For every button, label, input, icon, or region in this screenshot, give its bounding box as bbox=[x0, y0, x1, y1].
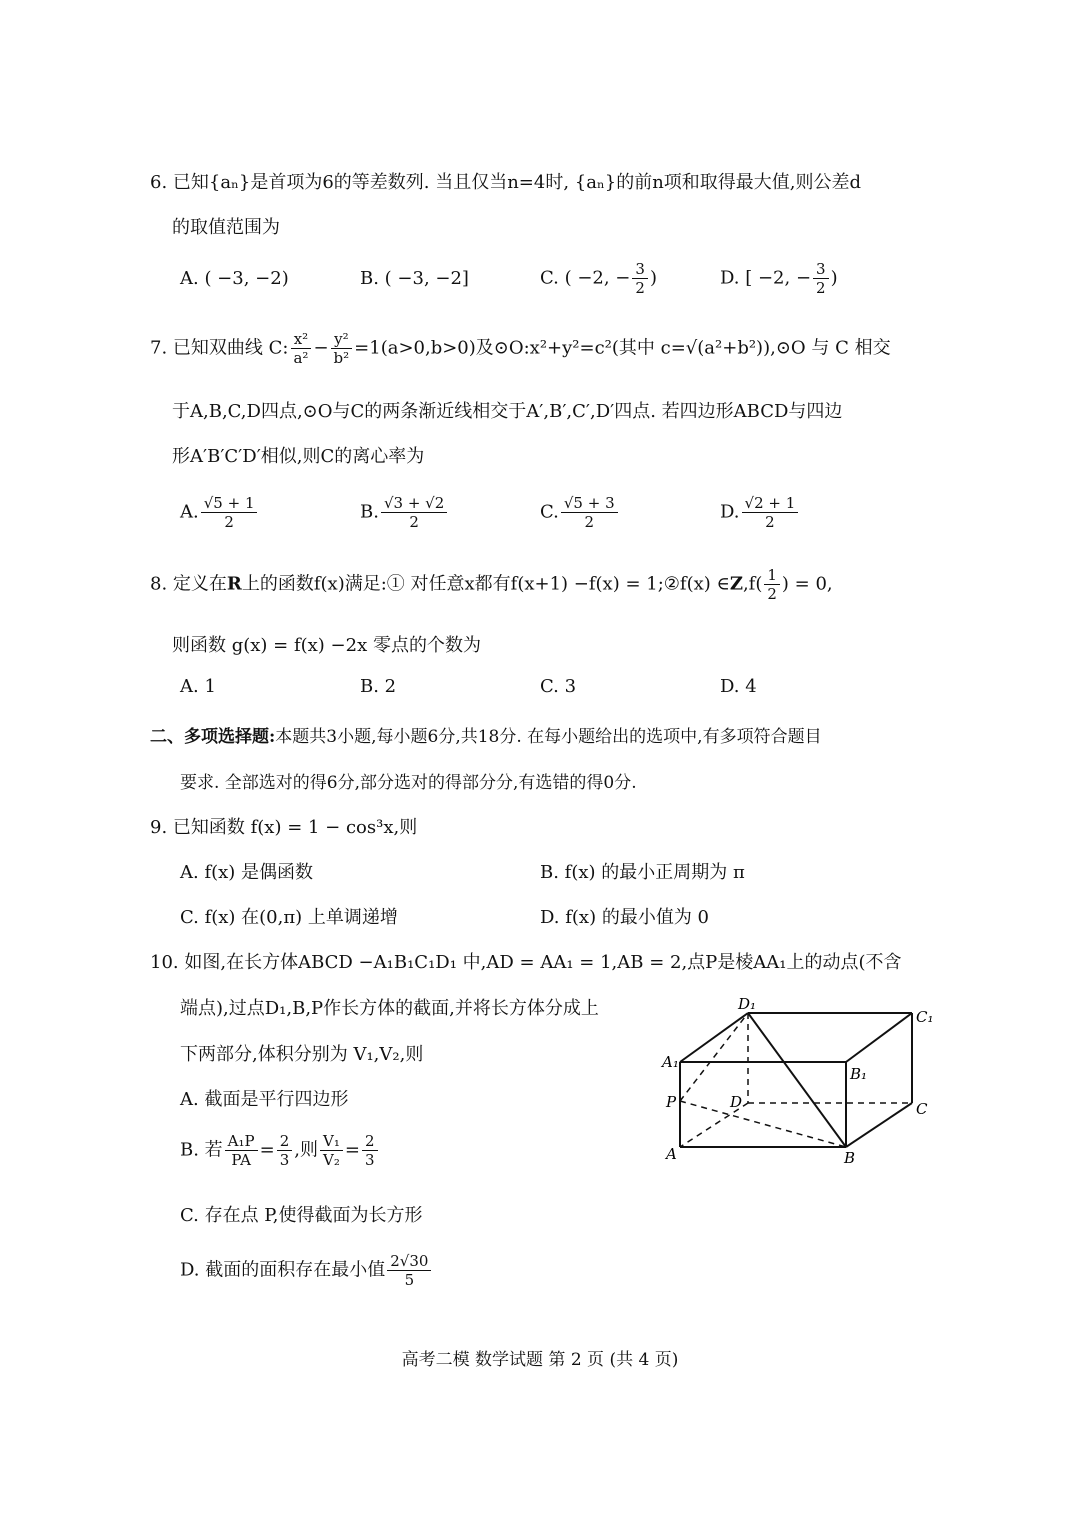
edge-p-d1 bbox=[680, 1013, 748, 1101]
q6-option-c: C. ( −2, − $\frac{3}{2}$ ) bbox=[540, 260, 657, 297]
q7-option-a: A. $\frac{√5 + 1}{2}$ bbox=[180, 494, 259, 531]
q7-fraction-y2-b2: $\frac{\text{y²}}{\text{b²}}$ bbox=[331, 330, 353, 367]
q10-option-a: A. 截面是平行四边形 bbox=[180, 1089, 349, 1110]
page-footer: 高考二模 数学试题 第 2 页 (共 4 页) bbox=[401, 1350, 679, 1370]
q6-option-d-fraction: $\frac{3}{2}$ bbox=[813, 260, 829, 297]
q6-option-b: B. ( −3, −2] bbox=[360, 268, 469, 289]
label-a1: A₁ bbox=[662, 1053, 679, 1071]
q9-option-d: D. f(x) 的最小值为 0 bbox=[540, 907, 709, 928]
q8-stem-line2: 则函数 g(x) = f(x) −2x 零点的个数为 bbox=[172, 635, 481, 656]
label-p: P bbox=[666, 1093, 677, 1111]
q8-option-b: B. 2 bbox=[360, 676, 397, 697]
q7-fraction-x2-a2: $\frac{\text{x²}}{\text{a²}}$ bbox=[290, 330, 311, 367]
q10-option-c: C. 存在点 P,使得截面为长方形 bbox=[180, 1205, 423, 1226]
q6-option-d-prefix: D. [ −2, − bbox=[720, 267, 812, 289]
q8-option-a: A. 1 bbox=[180, 676, 216, 697]
q10-stem-line3: 下两部分,体积分别为 V₁,V₂,则 bbox=[180, 1044, 424, 1065]
q6-stem-line2: 的取值范围为 bbox=[172, 217, 280, 238]
label-c1: C₁ bbox=[916, 1008, 934, 1026]
label-c: C bbox=[916, 1100, 928, 1118]
q9-option-c: C. f(x) 在(0,π) 上单调递增 bbox=[180, 907, 398, 928]
label-d1: D₁ bbox=[738, 995, 757, 1013]
label-b: B bbox=[844, 1149, 856, 1167]
q10-option-d: D. 截面的面积存在最小值 $\frac{2√30}{5}$ bbox=[180, 1252, 433, 1289]
q6-stem-line1: 6. 已知{aₙ}是首项为6的等差数列. 当且仅当n=4时, {aₙ}的前n项和取得最大值,则公差d bbox=[150, 172, 862, 193]
edge-d1-a1 bbox=[680, 1013, 748, 1062]
q10-stem-line1: 10. 如图,在长方体ABCD −A₁B₁C₁D₁ 中,AD = AA₁ = 1,AB = 2,点P是棱AA₁上的动点(不含 bbox=[150, 952, 902, 973]
q9-stem: 9. 已知函数 f(x) = 1 − cos³x,则 bbox=[150, 817, 418, 838]
q7-option-b: B. $\frac{√3 + √2}{2}$ bbox=[360, 494, 449, 531]
q9-option-b: B. f(x) 的最小正周期为 π bbox=[540, 862, 745, 883]
section2-line2: 要求. 全部选对的得6分,部分选对的得部分分,有选错的得0分. bbox=[180, 773, 637, 793]
q7-option-d: D. $\frac{√2 + 1}{2}$ bbox=[720, 494, 800, 531]
label-d: D bbox=[730, 1093, 743, 1111]
q7-stem-line2: 于A,B,C,D四点,⊙O与C的两条渐近线相交于A′,B′,C′,D′四点. 若四边形ABCD与四边 bbox=[172, 401, 843, 422]
label-a: A bbox=[666, 1145, 677, 1163]
section2-line1: 二、多项选择题:本题共3小题,每小题6分,共18分. 在每小题给出的选项中,有多项符合题目 bbox=[150, 727, 822, 747]
q7-option-c: C. $\frac{√5 + 3}{2}$ bbox=[540, 494, 620, 531]
q8-option-d: D. 4 bbox=[720, 676, 757, 697]
q8-option-c: C. 3 bbox=[540, 676, 577, 697]
edge-b1-c1 bbox=[846, 1013, 912, 1062]
edge-b-c bbox=[846, 1103, 912, 1147]
q9-option-a: A. f(x) 是偶函数 bbox=[180, 862, 314, 883]
q10-option-b: B. 若 $\frac{\text{A₁P}}{PA}$ = $\frac{2}{3}$ ,则 $\frac{\text{V₁}}{\text{V₂}}$ = $\frac{2}{3}$ bbox=[180, 1132, 380, 1169]
q7-stem-line3: 形A′B′C′D′相似,则C的离心率为 bbox=[172, 446, 425, 467]
q6-option-a: A. ( −3, −2) bbox=[180, 268, 289, 289]
section2-title: 二、多项选择题: bbox=[150, 727, 276, 747]
q6-option-d: D. [ −2, − $\frac{3}{2}$ ) bbox=[720, 260, 838, 297]
q10-stem-line2: 端点),过点D₁,B,P作长方体的截面,并将长方体分成上 bbox=[180, 998, 599, 1019]
edge-d1-b bbox=[748, 1013, 846, 1147]
q8-stem-line1: 8. 定义在R上的函数f(x)满足:① 对任意x都有f(x+1) −f(x) = 1;②f(x) ∈Z,f( $\frac{1}{2}$ ) = 0, bbox=[150, 566, 833, 603]
q6-option-c-fraction: $\frac{3}{2}$ bbox=[632, 260, 648, 297]
edge-p-b bbox=[680, 1101, 846, 1147]
label-b1: B₁ bbox=[850, 1065, 868, 1083]
q7-stem-line1: 7. 已知双曲线 C: $\frac{\text{x²}}{\text{a²}}$ − $\frac{\text{y²}}{\text{b²}}$ =1(a>0,b>0)及⊙O:x²+y²=c²(其中 c=√(a²+b²)),⊙O 与 C 相交 bbox=[150, 330, 891, 367]
cuboid-figure bbox=[650, 995, 950, 1175]
q8-fraction-half: $\frac{1}{2}$ bbox=[764, 566, 780, 603]
q6-option-c-prefix: C. ( −2, − bbox=[540, 267, 631, 289]
